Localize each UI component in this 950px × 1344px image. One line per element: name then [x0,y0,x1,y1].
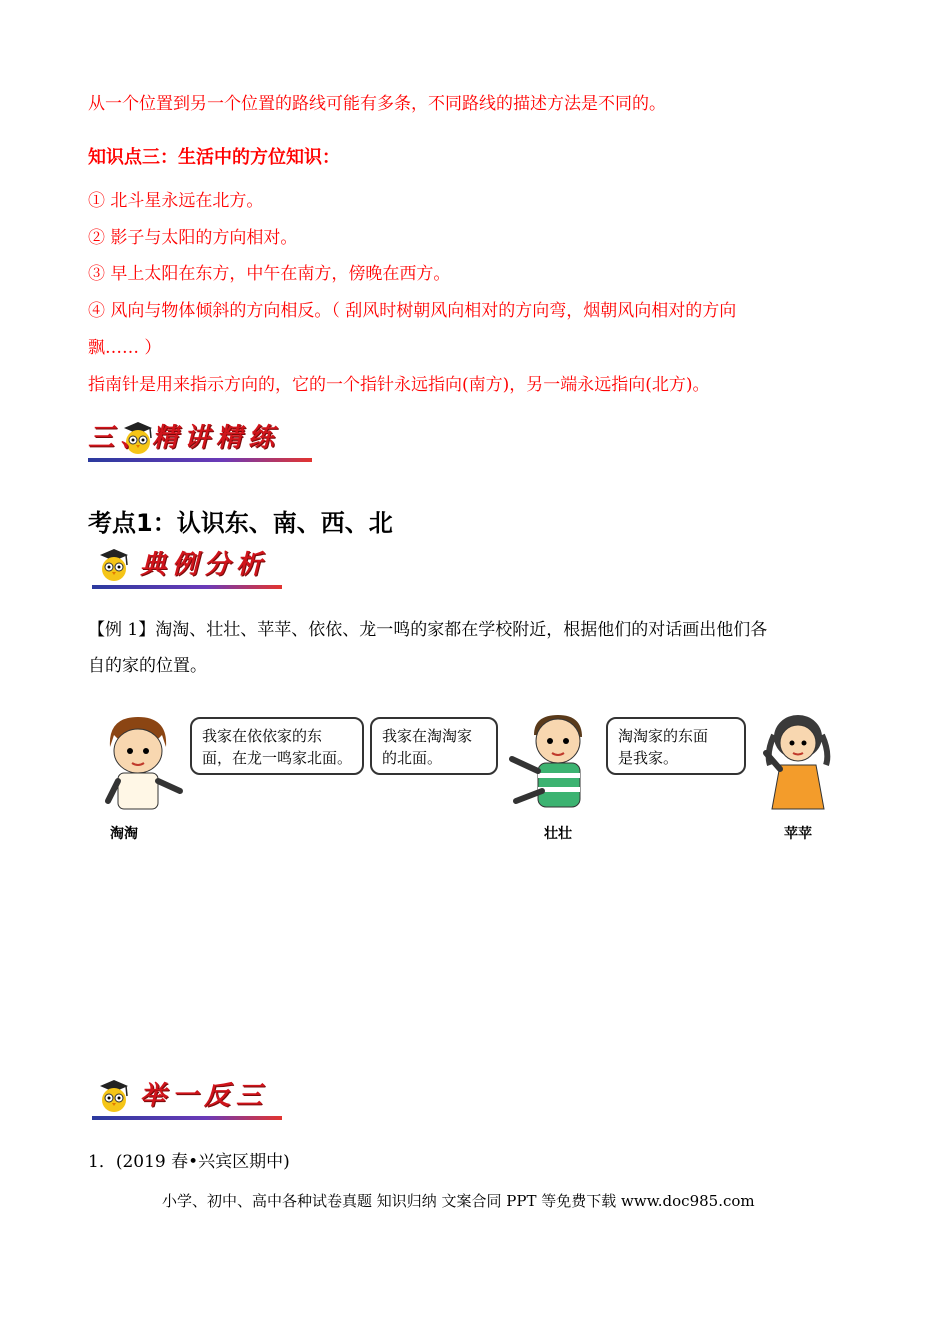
speech-bubble-zhuangzhuang [370,717,498,775]
speech-bubble-taotao [190,717,364,775]
owl-mascot-icon [94,1076,134,1116]
bubble1-line2: 面，在龙一鸣家北面。 [202,749,353,767]
bubble3-line1: 淘淘家的东面 [618,727,709,745]
kid-name-taotao: 淘淘 [110,826,138,842]
banner-underline [88,458,312,462]
knowledge3-title: 知识点三：生活中的方位知识： [88,147,340,168]
banner-dianli [92,545,282,589]
knowledge3-item-3: ③ 早上太阳在东方，中午在南方，傍晚在西方。 [88,264,451,284]
banner-dianli-text: 典例分析 [140,550,269,580]
bubble1-line1: 我家在依依家的东 [202,727,323,745]
kid-zhuangzhuang-figure [504,709,604,821]
question1-label: 1．(2019 春•兴宾区期中) [88,1152,290,1172]
bubble2-line1: 我家在淘淘家 [382,727,473,745]
kid-name-pingping: 苹苹 [784,826,812,842]
speech-bubble-pingping [606,717,746,775]
kid-pingping-figure [760,709,836,821]
knowledge3-item-4-cont: 飘…… ） [88,338,162,358]
kaodian1-heading: 考点1：认识东、南、西、北 [88,509,393,537]
banner-jyfs [92,1076,282,1120]
example1-line1: 【例 1】淘淘、壮壮、苹苹、依依、龙一鸣的家都在学校附近，根据他们的对话画出他们各 [88,620,768,640]
banner-underline [92,585,282,589]
knowledge3-item-4: ④ 风向与物体倾斜的方向相反。（ 刮风时树朝风向相对的方向弯，烟朝风向相对的方向 [88,301,737,321]
page-footer: 小学、初中、高中各种试卷真题 知识归纳 文案合同 PPT 等免费下载 www.doc985.com [162,1192,755,1210]
banner-jingjiang [88,418,312,462]
bubble2-line2: 的北面。 [382,749,443,767]
banner-underline [92,1116,282,1120]
example1-line2: 自的家的位置。 [88,656,207,676]
intro-line: 从一个位置到另一个位置的路线可能有多条，不同路线的描述方法是不同的。 [88,94,666,114]
bubble3-line2: 是我家。 [618,749,679,767]
kid-name-zhuangzhuang: 壮壮 [544,826,572,842]
knowledge3-item-2: ② 影子与太阳的方向相对。 [88,228,298,248]
banner-jyfs-text: 举一反三 [140,1081,269,1111]
banner-jingjiang-text: 三、精讲精练 [88,423,281,453]
knowledge3-item-1: ① 北斗星永远在北方。 [88,191,264,211]
kid-taotao-figure [96,711,186,821]
example1-illustration [96,705,836,845]
owl-mascot-icon [94,545,134,585]
compass-note: 指南针是用来指示方向的，它的一个指针永远指向(南方)，另一端永远指向(北方)。 [88,375,710,395]
